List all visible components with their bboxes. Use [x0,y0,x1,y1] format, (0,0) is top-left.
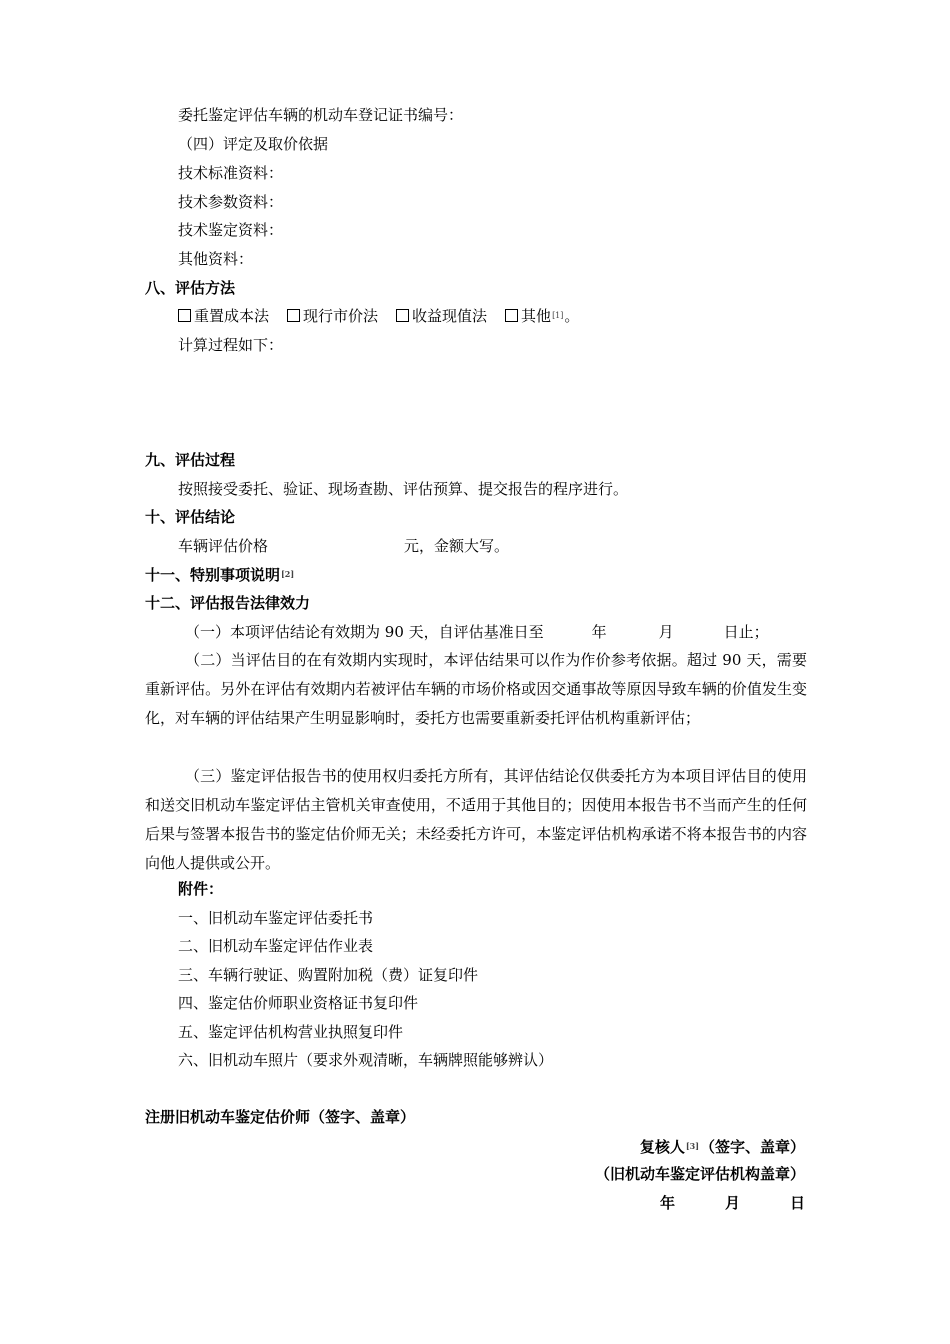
option-label: 重置成本法 [194,307,270,325]
reviewer-sign-note: （签字、盖章） [699,1138,805,1156]
option-replacement-cost[interactable] [178,306,269,326]
validity-text: （一）本项评估结论有效期为 90 天，自评估基准日至 [185,623,544,641]
basis-item-other: 其他资料： [178,250,254,268]
section11-title: 十一、特别事项说明 [145,566,281,584]
attachment-item: 四、鉴定估价师职业资格证书复印件 [178,994,419,1012]
appraiser-signature: 注册旧机动车鉴定估价师（签字、盖章） [145,1108,416,1126]
basis-heading: （四）评定及取价依据 [178,135,329,153]
footnote-ref-2: [2] [281,569,295,579]
org-seal: （旧机动车鉴定评估机构盖章） [594,1165,805,1183]
attachment-item: 六、旧机动车照片（要求外观清晰，车辆牌照能够辨认） [178,1051,554,1069]
year-label: 年 [591,623,607,641]
end-mark: 。 [564,307,580,325]
day-label: 日止； [723,623,769,641]
price-suffix: 元，金额大写。 [404,537,510,555]
checkbox[interactable] [396,309,409,322]
validity-paragraph-1 [185,622,769,642]
section9-heading: 九、评估过程 [145,451,236,469]
footnote-ref-3: [3] [685,1141,699,1151]
paragraph-text: （三）鉴定评估报告书的使用权归委托方所有，其评估结论仅供委托方为本项目评估目的使用和送交旧机动车鉴定评估主管机关审查使用，不适用于其他目的；因使用本报告书不当而产生的任何后果与签署本报告书的鉴定估价师无关；未经委托方许可，本鉴定评估机构承诺不将本报告书的内容向他人提供或公开。 [145,767,807,872]
month-label: 月 [658,623,674,641]
section8-heading: 八、评估方法 [145,279,236,297]
option-income-value[interactable] [396,306,487,326]
price-label: 车辆评估价格 [178,537,269,555]
option-label: 现行市价法 [303,307,379,325]
basis-item-technical-parameters: 技术参数资料： [178,193,284,211]
signature-date [660,1193,805,1213]
year-label: 年 [659,1194,675,1212]
paragraph-text: （二）当评估目的在有效期内实现时，本评估结果可以作为作价参考依据。超过 90 天，需要重新评估。另外在评估有效期内若被评估车辆的市场价格或因交通事故等原因导致车辆的价值发生变化，对车辆的评估结果产生明显影响时，委托方也需要重新委托评估机构重新评估； [145,651,807,727]
option-label: 其他 [521,307,552,325]
option-market-price[interactable] [287,306,378,326]
attachments-heading: 附件： [178,880,224,898]
section11-heading [145,564,295,585]
reviewer-signature [640,1136,805,1157]
month-label: 月 [724,1194,740,1212]
price-line [178,536,509,556]
section12-heading: 十二、评估报告法律效力 [145,594,311,612]
section10-heading: 十、评估结论 [145,508,236,526]
checkbox[interactable] [178,309,191,322]
section9-text: 按照接受委托、验证、现场查勘、评估预算、提交报告的程序进行。 [178,480,629,498]
checkbox[interactable] [287,309,300,322]
checkbox[interactable] [505,309,518,322]
validity-paragraph-2 [145,646,807,733]
attachment-item: 五、鉴定评估机构营业执照复印件 [178,1023,404,1041]
reviewer-label: 复核人 [639,1138,685,1156]
footnote-ref-1: [1] [552,311,564,320]
reg-cert-label: 委托鉴定评估车辆的机动车登记证书编号： [178,106,464,124]
calc-process-label: 计算过程如下： [178,336,284,354]
attachment-item: 三、车辆行驶证、购置附加税（费）证复印件 [178,966,479,984]
method-options [178,306,579,326]
attachment-item: 一、旧机动车鉴定评估委托书 [178,909,374,927]
validity-paragraph-3 [145,762,807,878]
option-other[interactable] [505,306,551,326]
option-label: 收益现值法 [412,307,488,325]
basis-item-technical-appraisal: 技术鉴定资料： [178,221,284,239]
day-label: 日 [789,1194,805,1212]
basis-item-technical-standard: 技术标准资料： [178,164,284,182]
attachment-item: 二、旧机动车鉴定评估作业表 [178,937,374,955]
